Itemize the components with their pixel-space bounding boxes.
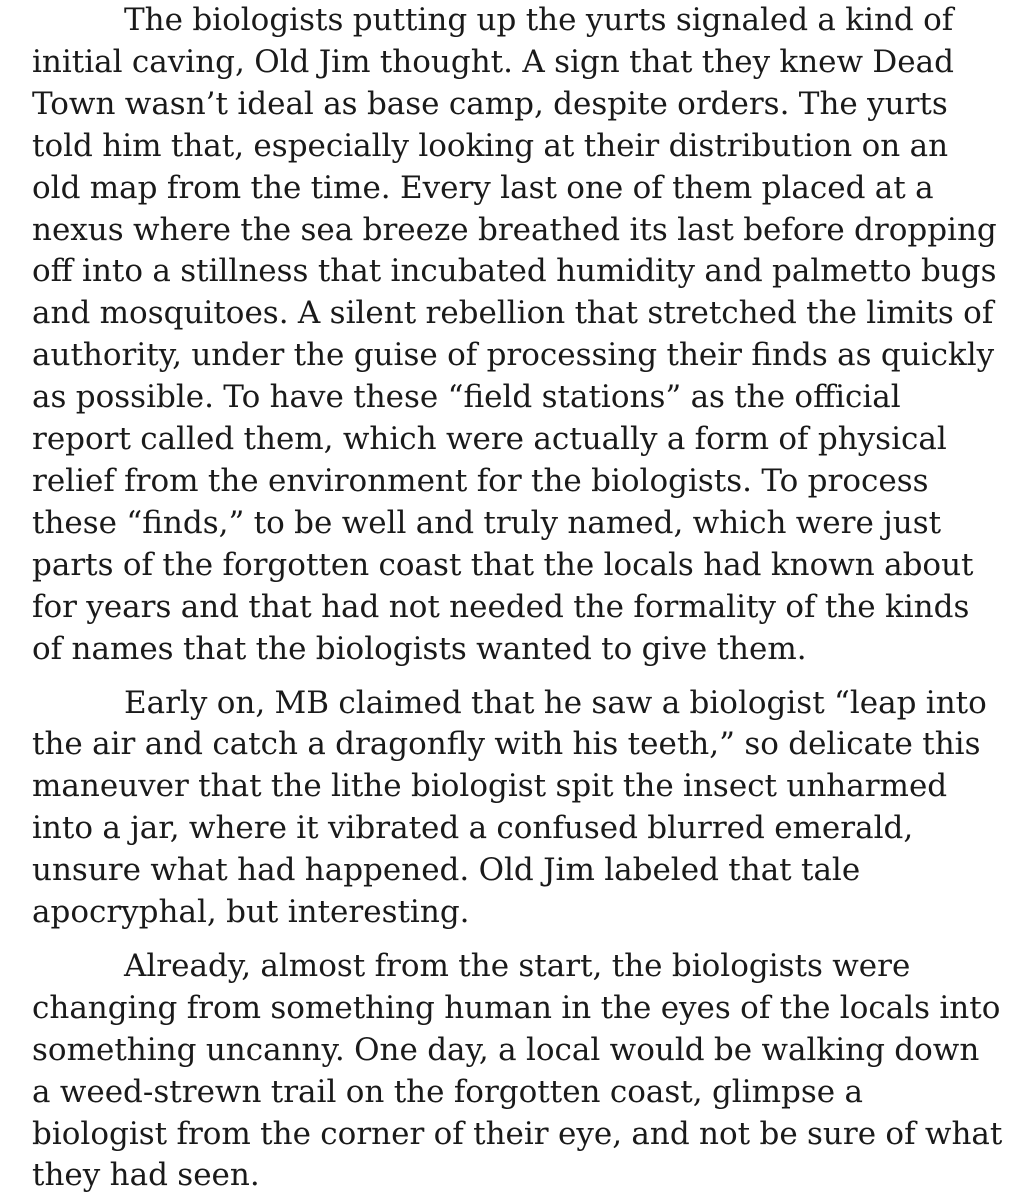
text-line: and mosquitoes. A silent rebellion that stretched the limits of bbox=[32, 295, 994, 332]
text-line: Already, almost from the start, the biologists were bbox=[124, 947, 911, 984]
text-line: Town wasn’t ideal as base camp, despite orders. The yurts bbox=[32, 85, 948, 122]
text-line: for years and that had not needed the formality of the kinds bbox=[32, 588, 970, 625]
text-line: nexus where the sea breeze breathed its last before dropping bbox=[32, 211, 997, 248]
text-line: parts of the forgotten coast that the locals had known about bbox=[32, 546, 974, 583]
text-line: told him that, especially looking at their distribution on an bbox=[32, 127, 949, 164]
text-line: these “finds,” to be well and truly named, which were just bbox=[32, 504, 942, 541]
text-line: as possible. To have these “field stations” as the official bbox=[32, 379, 901, 416]
text-line: of names that the biologists wanted to give them. bbox=[32, 630, 807, 667]
paragraph-2 bbox=[32, 683, 993, 934]
text-line: changing from something human in the eyes of the locals into bbox=[32, 989, 1001, 1026]
paragraph-1 bbox=[32, 0, 997, 671]
text-line: The biologists putting up the yurts signaled a kind of bbox=[124, 2, 954, 38]
text-line: apocryphal, but interesting. bbox=[32, 894, 470, 931]
text-line: authority, under the guise of processing their finds as quickly bbox=[32, 337, 995, 374]
text-line: something uncanny. One day, a local would be walking down bbox=[32, 1031, 980, 1068]
text-line: into a jar, where it vibrated a confused blurred emerald, bbox=[32, 810, 914, 847]
text-line: maneuver that the lithe biologist spit the insect unharmed bbox=[32, 768, 948, 805]
text-line: Early on, MB claimed that he saw a biologist “leap into bbox=[124, 684, 987, 721]
text-line: they had seen. bbox=[32, 1157, 260, 1194]
text-line: the air and catch a dragonfly with his teeth,” so delicate this bbox=[32, 726, 981, 763]
text-line: off into a stillness that incubated humidity and palmetto bugs bbox=[32, 253, 997, 290]
text-line: a weed-strewn trail on the forgotten coast, glimpse a bbox=[32, 1073, 863, 1110]
text-line: report called them, which were actually a form of physical bbox=[32, 421, 947, 458]
paragraph-3 bbox=[32, 946, 1003, 1197]
text-line: relief from the environment for the biologists. To process bbox=[32, 462, 929, 499]
text-line: biologist from the corner of their eye, and not be sure of what bbox=[32, 1115, 1003, 1152]
text-line: unsure what had happened. Old Jim labeled that tale bbox=[32, 852, 861, 889]
text-line: initial caving, Old Jim thought. A sign that they knew Dead bbox=[32, 43, 954, 80]
text-line: old map from the time. Every last one of them placed at a bbox=[32, 169, 934, 206]
